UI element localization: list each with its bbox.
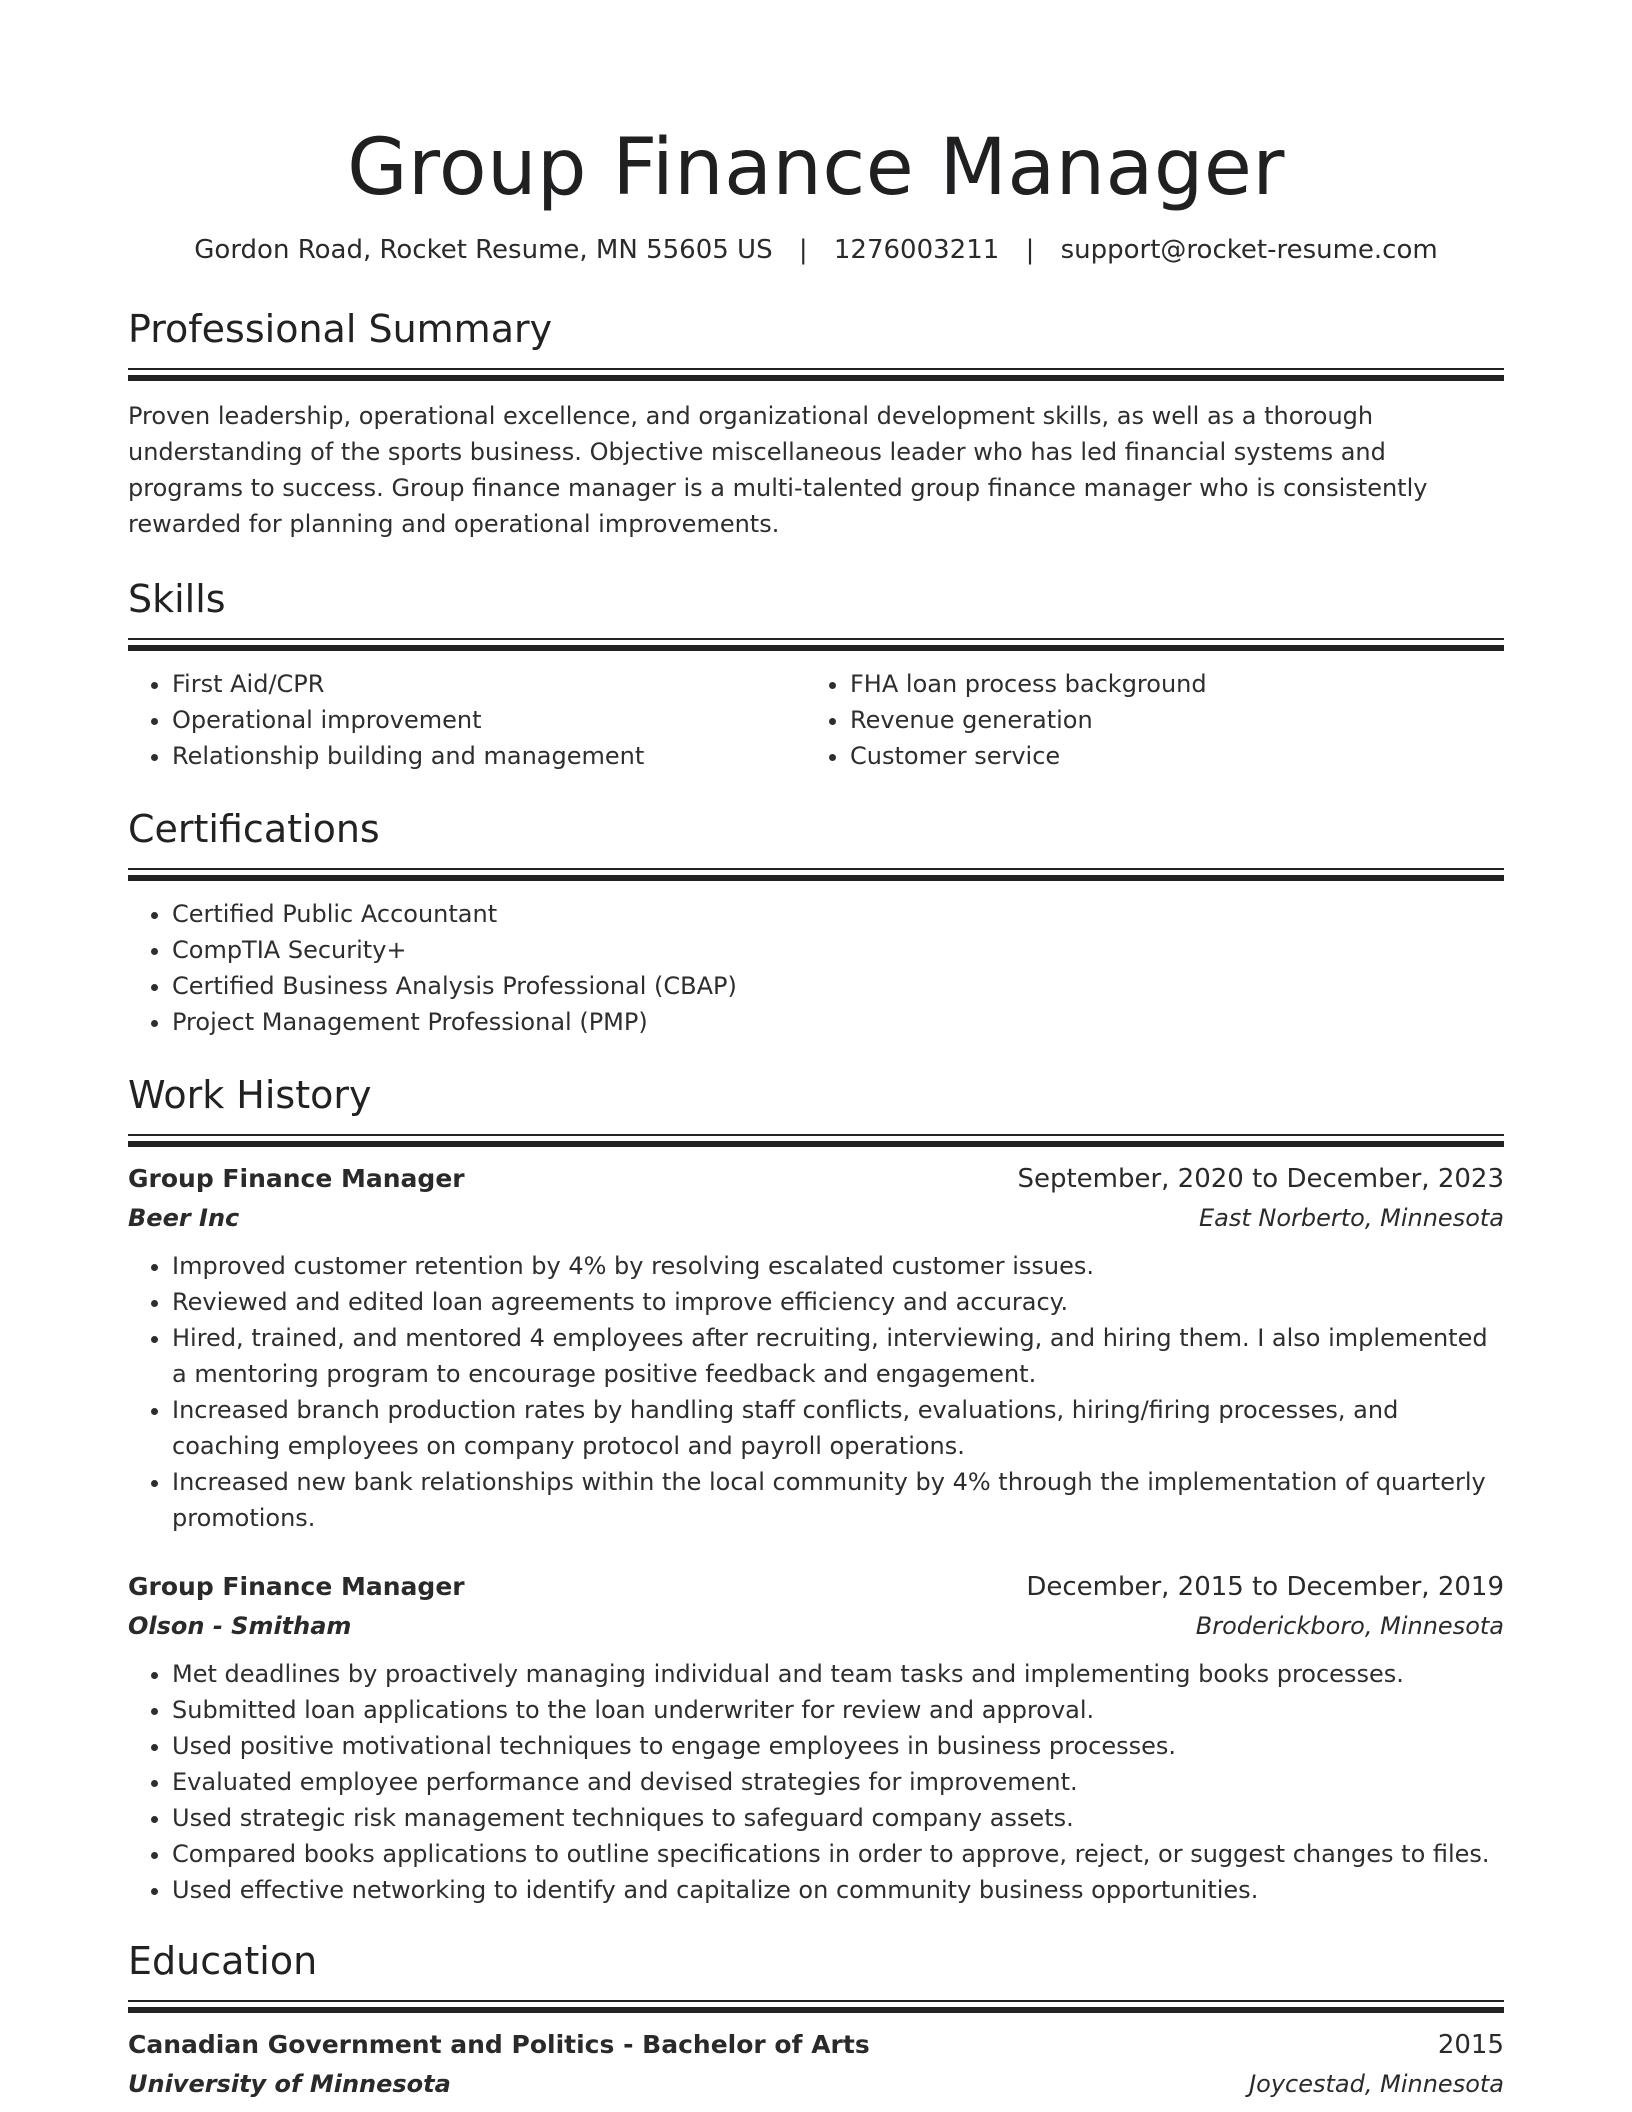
section-divider [128, 368, 1504, 380]
job-bullet: • Used effective networking to identify and capitalize on community business opportunities. [172, 1872, 1504, 1908]
section-divider [128, 2000, 1504, 2012]
section-divider [128, 1134, 1504, 1146]
skill-item: • First Aid/CPR [172, 666, 806, 702]
job-bullet: • Increased branch production rates by handling staff conflicts, evaluations, hiring/firing processes, and coaching employees on company protocol and payroll operations. [172, 1392, 1504, 1464]
job-bullet: • Used strategic risk management techniques to safeguard company assets. [172, 1800, 1504, 1836]
job-dates: September, 2020 to December, 2023 [1017, 1164, 1504, 1194]
skill-item: • FHA loan process background [850, 666, 1484, 702]
job-company: Olson - Smitham [128, 1612, 352, 1640]
contact-separator: | [798, 235, 808, 265]
certification-item: • Certified Public Accountant [172, 896, 1504, 932]
skills-list-left [128, 666, 806, 774]
education-section [128, 1936, 1504, 2104]
job-entry [128, 1568, 1504, 1908]
education-location: Joycestad, Minnesota [1249, 2070, 1504, 2098]
skills-grid [128, 666, 1504, 774]
work-history-section [128, 1070, 1504, 1908]
job-entry [128, 1160, 1504, 1536]
education-subheader [128, 2064, 1504, 2104]
skills-list-right [806, 666, 1484, 774]
job-title: Group Finance Manager [128, 1572, 465, 1601]
skill-item: • Relationship building and management [172, 738, 806, 774]
certifications-section [128, 804, 1504, 1040]
certifications-list [128, 896, 1504, 1040]
job-bullet: • Reviewed and edited loan agreements to improve efficiency and accuracy. [172, 1284, 1504, 1320]
education-year: 2015 [1437, 2030, 1504, 2060]
job-header [128, 1160, 1504, 1198]
education-degree: Canadian Government and Politics - Bachelor of Arts [128, 2030, 870, 2059]
education-entry [128, 2026, 1504, 2104]
job-subheader [128, 1198, 1504, 1238]
education-header [128, 2026, 1504, 2064]
job-bullet: • Evaluated employee performance and devised strategies for improvement. [172, 1764, 1504, 1800]
job-title: Group Finance Manager [128, 1164, 465, 1193]
certification-item: • CompTIA Security+ [172, 932, 1504, 968]
job-bullet: • Compared books applications to outline specifications in order to approve, reject, or suggest changes to files. [172, 1836, 1504, 1872]
contact-email: support@rocket-resume.com [1060, 235, 1438, 265]
skill-item: • Customer service [850, 738, 1484, 774]
job-company: Beer Inc [128, 1204, 240, 1232]
job-bullet: • Submitted loan applications to the loan underwriter for review and approval. [172, 1692, 1504, 1728]
job-subheader [128, 1606, 1504, 1646]
skill-item: • Revenue generation [850, 702, 1484, 738]
summary-text: Proven leadership, operational excellence, and organizational development skills, as well as a thorough understanding of the sports business. Objective miscellaneous leader who has led financial systems and programs to success. Group finance manager is a multi-talented group finance manager who is consistently rewarded for planning and operational improvements. [128, 402, 1428, 538]
job-bullet: • Met deadlines by proactively managing individual and team tasks and implementing books processes. [172, 1656, 1504, 1692]
job-location: Broderickboro, Minnesota [1195, 1612, 1504, 1640]
job-dates: December, 2015 to December, 2019 [1026, 1572, 1504, 1602]
section-divider [128, 868, 1504, 880]
education-heading: Education [128, 1939, 318, 1983]
job-bullets [128, 1656, 1504, 1908]
summary-section [128, 304, 1504, 542]
certification-item: • Certified Business Analysis Professional (CBAP) [172, 968, 1504, 1004]
work-history-heading: Work History [128, 1073, 372, 1117]
job-location: East Norberto, Minnesota [1198, 1204, 1504, 1232]
job-bullet: • Improved customer retention by 4% by resolving escalated customer issues. [172, 1248, 1504, 1284]
contact-line [128, 232, 1504, 268]
skills-section [128, 574, 1504, 774]
contact-address: Gordon Road, Rocket Resume, MN 55605 US [194, 235, 773, 265]
job-bullet: • Used positive motivational techniques to engage employees in business processes. [172, 1728, 1504, 1764]
job-header [128, 1568, 1504, 1606]
summary-heading: Professional Summary [128, 307, 553, 351]
skills-heading: Skills [128, 577, 226, 621]
certifications-heading: Certifications [128, 807, 380, 851]
education-school: University of Minnesota [128, 2070, 451, 2098]
job-bullet: • Hired, trained, and mentored 4 employees after recruiting, interviewing, and hiring them. I also implemented a mentoring program to encourage positive feedback and engagement. [172, 1320, 1504, 1392]
certification-item: • Project Management Professional (PMP) [172, 1004, 1504, 1040]
job-bullet: • Increased new bank relationships within the local community by 4% through the implementation of quarterly promotions. [172, 1464, 1504, 1536]
section-divider [128, 638, 1504, 650]
contact-phone: 1276003211 [833, 235, 1000, 265]
job-bullets [128, 1248, 1504, 1536]
resume-page [128, 0, 1504, 2104]
contact-separator: | [1025, 235, 1035, 265]
skill-item: • Operational improvement [172, 702, 806, 738]
resume-name: Group Finance Manager [347, 123, 1285, 213]
